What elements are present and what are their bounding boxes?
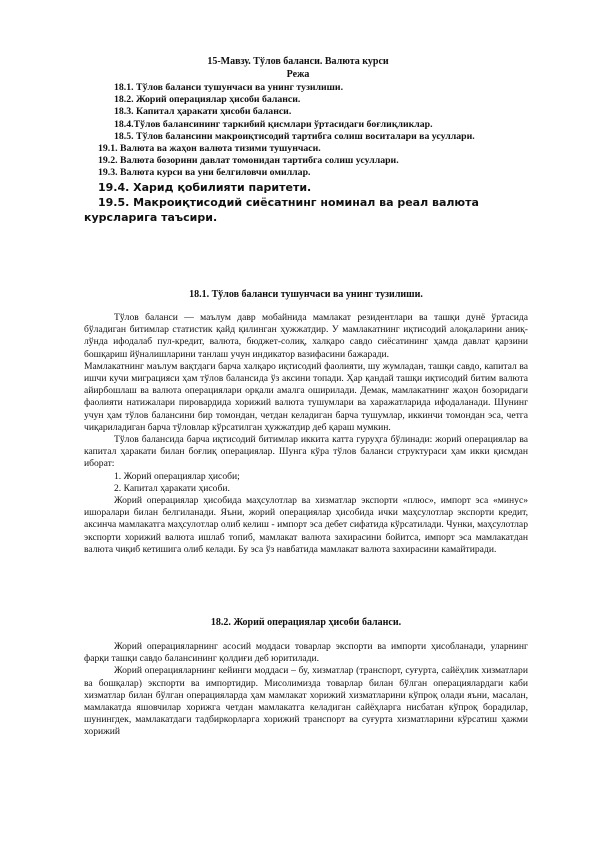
plan-item: 19.1. Валюта ва жаҳон валюта тизими тушунчаси. [98, 143, 321, 155]
plan-list [84, 82, 528, 225]
section-body [84, 312, 528, 556]
paragraph: Жорий операцияларнинг асосий моддаси товарлар экспорти ва импорти ҳисобланади, уларнинг фарқи ташқи савдо балансининг қолдиғи деб юритилади. [84, 641, 528, 665]
plan-heading: Режа [286, 69, 310, 80]
section-body [84, 641, 528, 739]
paragraph: Жорий операциялар ҳисобида маҳсулотлар ва хизматлар экспорти «плюс», импорт эса «минус» ишоралари билан белгиланади. Яъни, жорий операциялар ҳисобида ички маҳсулотлар экспорти кредит, аксинча мамлакатга маҳсулотлар олиб келиш - импорт эса дебет сифатида кўрсатилади. Чунки, маҳсулотлар экспорти хорижий валюта ишлаб топиб, мамлакат валюта захирасини бойитса, импорт эса мамлакатдан валюта чиқиб кетишига олиб келади. Бу эса ўз навбатида мамлакат валюта захирасини камайтиради. [84, 495, 528, 555]
plan-item: 19.3. Валюта курси ва уни белгиловчи омиллар. [98, 167, 311, 179]
page-title: 15-Мавзу. Тўлов баланси. Валюта курси [207, 56, 389, 67]
paragraph: Тўлов баланси — маълум давр мобайнида мамлакат резидентлари ва ташқи дунё ўртасида бўладиган битимлар статистик қайд қилинган ҳужжатдир. У мамлакатнинг иқтисодий алоқаларини аниқ-лўнда ифодалаб пул-кредит, валюта, бюджет-солиқ, халқаро савдо сиёсатининг ҳамда давлат қарзини бошқариш йўналишларини танлаш учун индикатор вазифасини бажаради. [84, 312, 528, 360]
paragraph: Тўлов балансида барча иқтисодий битимлар иккита катта гуруҳга бўлинади: жорий операциялар ва капитал ҳаракати билан боғлиқ операциялар. Шунга кўра тўлов баланси структураси ҳам икки қисмдан иборат: [84, 434, 528, 470]
plan-item: 18.1. Тўлов баланси тушунчаси ва унинг тузилиши. [114, 82, 344, 93]
list-item: 2. Капитал ҳаракати ҳисоби. [114, 482, 230, 494]
plan-item: 18.2. Жорий операциялар ҳисоби баланси. [114, 94, 301, 106]
plan-item: 19.2. Валюта бозорини давлат томонидан тартибга солиш усуллари. [98, 155, 399, 167]
plan-item: 18.5. Тўлов балансини макроиқтисодий тартибга солиш воситалари ва усуллари. [114, 130, 475, 142]
section-heading: 18.2. Жорий операциялар ҳисоби баланси. [210, 617, 402, 628]
list-item: 1. Жорий операциялар ҳисоби; [114, 470, 240, 482]
paragraph: Жорий операцияларнинг кейинги моддаси – бу, хизматлар (транспорт, суғурта, сайёҳлик хизматлари ва бошқалар) экспорти ва импортидир. Мисолимизда товарлар билан бўлган операциялардаги каби хизматлар билан бўлган операцияларда ҳам мамлакат хорижий хизматларини кўпроқ олади яъни, масалан, мамлакатда яшовчилар хорижга четдан мамлакатга келадиган сайёҳларга нисбатан кўпроқ борадилар, шунингдек, мамлакатдаги тадбиркорларга хорижий транспорт ва суғурта хизматларини кўрсатиш ҳажми хорижий [84, 665, 528, 738]
plan-item: 18.3. Капитал ҳаракати ҳисоби баланси. [114, 106, 292, 118]
section-heading: 18.1. Тўлов баланси тушунчаси ва унинг тузилиши. [189, 289, 423, 300]
paragraph: Мамлакатнинг маълум вақтдаги барча халқаро иқтисодий фаолияти, шу жумладан, ташқи савдо, капитал ва ишчи кучи миграцияси ҳам тўлов балансида ўз аксини топади. Ҳар қандай ташқи иқтисодий битим валюта айирбошлаш ва валюта операциялари орқали амалга оширилади. Демак, мамлакатнинг жаҳон бозоридаги фаолияти натижалари пировардида хорижий валюта тушумлари ва харажатларида ифодаланади. Шунинг учун ҳам тўлов балансини бир томондан, четдан келадиган барча тушумлар, иккинчи томондан эса, четга чиқариладиган барча тўловлар кўрсатилган ҳужжатдир деб қараш мумкин. [84, 360, 528, 433]
plan-item: 19.5. Макроиқтисодий сиёсатнинг номинал ва реал валюта курсларига таъсири. [84, 195, 479, 224]
plan-item: 19.4. Харид қобилияти паритети. [98, 180, 312, 194]
plan-item: 18.4.Тўлов балансининг таркибий қисмлари ўртасидаги боғлиқликлар. [114, 118, 433, 130]
